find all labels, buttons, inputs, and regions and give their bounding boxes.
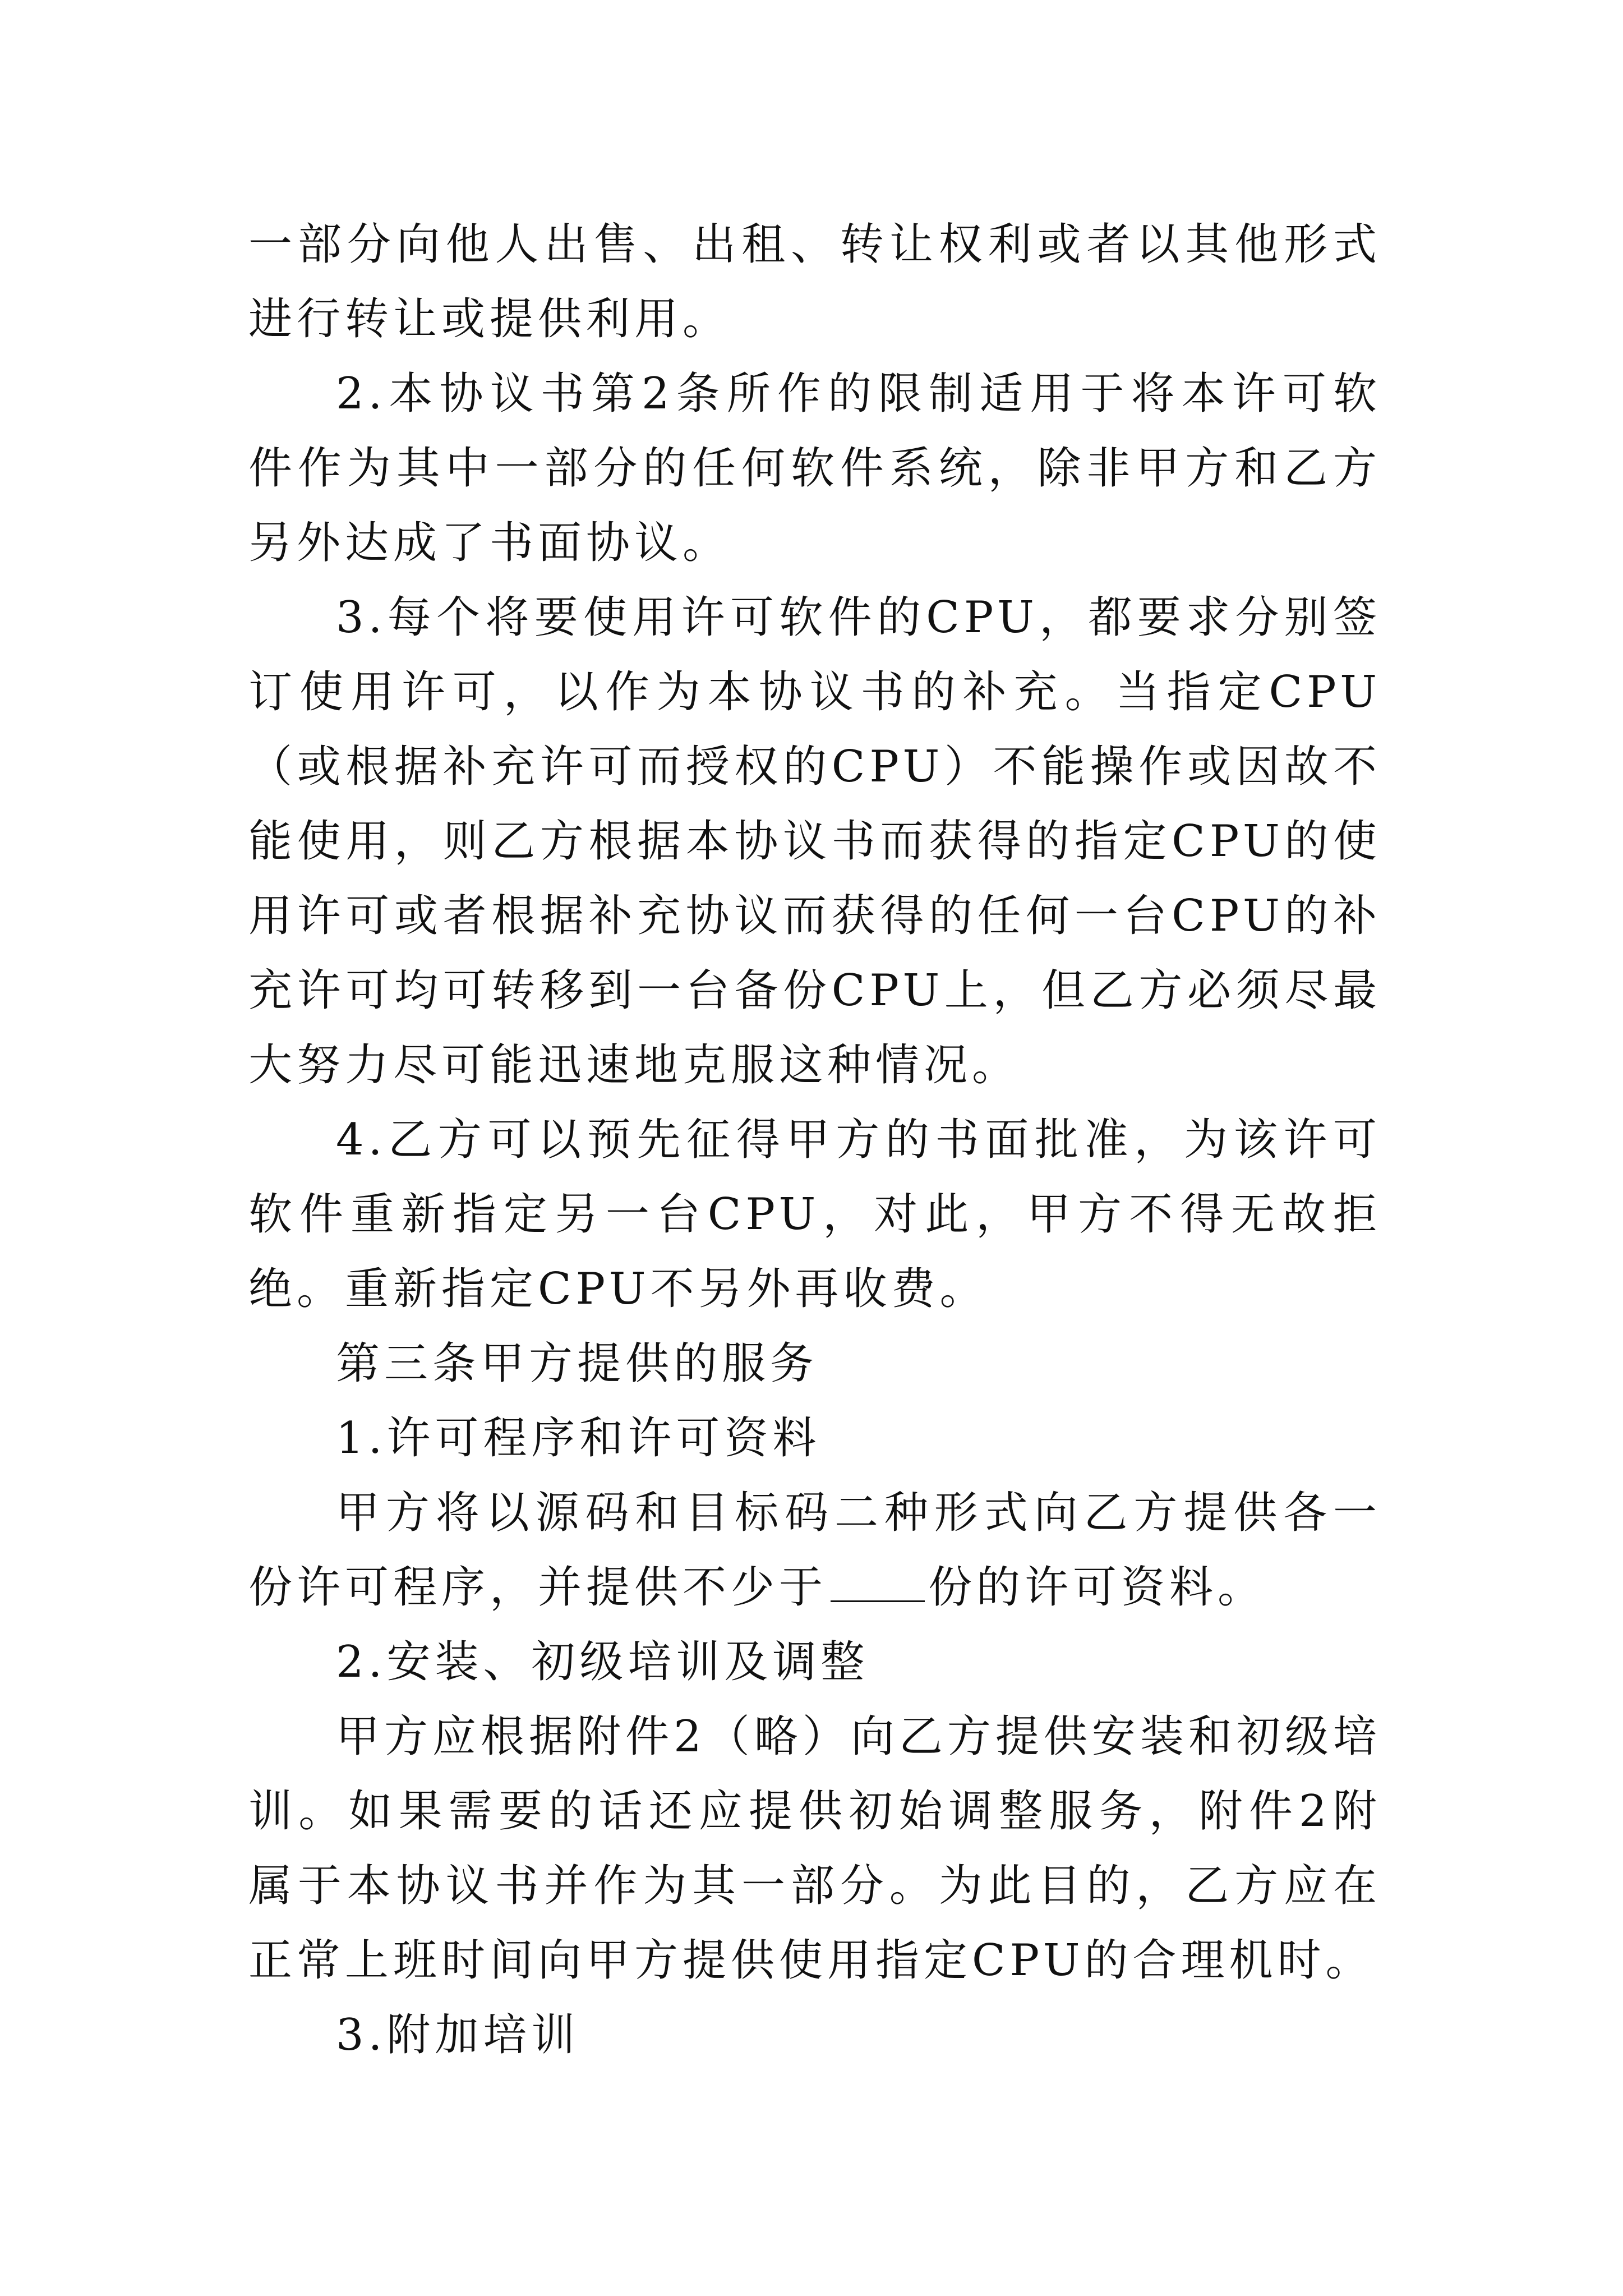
subheading-installation-training: 2.安装、初级培训及调整	[336, 1637, 869, 1687]
paragraph-continuation: 一部分向他人出售、出租、转让权利或者以其他形式进行转让或提供利用。	[248, 219, 1381, 344]
subheading-licensed-program: 1.许可程序和许可资料	[336, 1413, 821, 1464]
paragraph-installation-training: 甲方应根据附件2（略）向乙方提供安装和初级培训。如果需要的话还应提供初始调整服务，附件2附属于本协议书并作为其一部分。为此目的，乙方应在正常上班时间向甲方提供使用指定CPU的合理机时。	[248, 1711, 1381, 1986]
subheading-additional-training: 3.附加培训	[336, 2010, 580, 2060]
paragraph-clause-2: 2.本协议书第2条所作的限制适用于将本许可软件作为其中一部分的任何软件系统，除非甲方和乙方另外达成了书面协议。	[248, 369, 1381, 568]
paragraph-clause-3: 3.每个将要使用许可软件的CPU，都要求分别签订使用许可，以作为本协议书的补充。当指定CPU（或根据补充许可而授权的CPU）不能操作或因故不能使用，则乙方根据本协议书而获得的指定CPU的使用许可或者根据补充协议而获得的任何一台CPU的补充许可均可转移到一台备份CPU上，但乙方必须尽最大努力尽可能迅速地克服这种情况。	[248, 592, 1381, 1091]
fill-in-blank	[831, 1600, 925, 1602]
section-heading-article-3: 第三条甲方提供的服务	[336, 1338, 819, 1389]
program-supply-text-after-blank: 份的许可资料。	[928, 1562, 1266, 1613]
program-supply-text-before-blank: 甲方将以源码和目标码二种形式向乙方提供各一份许可程序，并提供不少于	[248, 1488, 1381, 1613]
paragraph-clause-4: 4.乙方可以预先征得甲方的书面批准，为该许可软件重新指定另一台CPU，对此，甲方不得无故拒绝。重新指定CPU不另外再收费。	[248, 1115, 1381, 1314]
paragraph-program-supply	[248, 1476, 1381, 1625]
document-body	[248, 208, 1381, 2073]
